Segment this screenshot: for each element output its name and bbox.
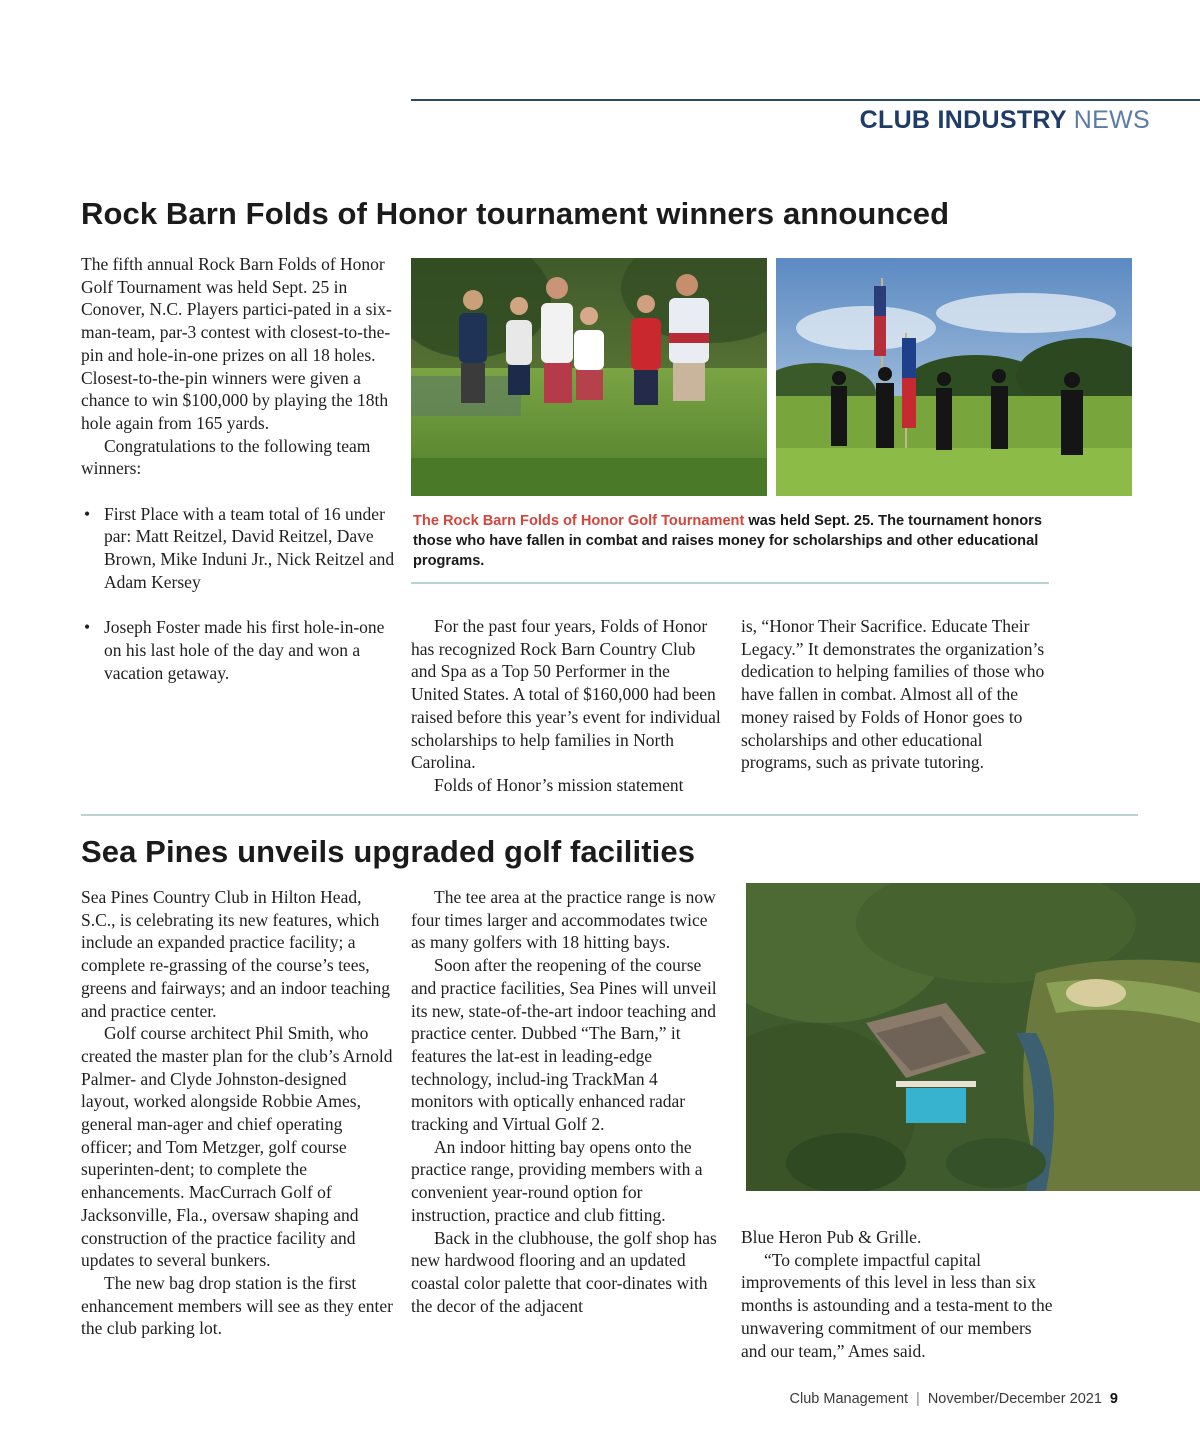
- article2-col3-para: “To complete impactful capital improvements of this level in less than six months is astounding and a testa-ment to the unwavering commitment of our members and our team,” Ames said.: [741, 1249, 1053, 1361]
- aerial-clubhouse-photo: [746, 883, 1200, 1191]
- article2-col3-para: Blue Heron Pub & Grille.: [741, 1227, 922, 1247]
- section-label-light: NEWS: [1073, 106, 1150, 134]
- color-guard-photo: [776, 258, 1132, 496]
- article2-headline: Sea Pines unveils upgraded golf facilities: [81, 834, 696, 869]
- article2-col1-para: The new bag drop station is the first enhancement members will see as they enter the club parking lot.: [81, 1272, 393, 1339]
- color-guard-photo-graphic: [776, 258, 1132, 496]
- photo-caption-text: was held Sept. 25. The tournament honors those who have fallen in combat and raises money for scholarships and other educational programs.: [413, 513, 1042, 569]
- page-number: 9: [1109, 1391, 1118, 1407]
- caption-rule: [411, 582, 1049, 584]
- article1-col3: [741, 615, 1053, 774]
- article1-col1-para: Congratulations to the following team winners:: [81, 435, 371, 479]
- footer-publication: Club Management: [789, 1391, 909, 1407]
- article1-col2: [411, 615, 721, 797]
- section-label: [860, 106, 1150, 135]
- article1-headline: Rock Barn Folds of Honor tournament winners announced: [81, 196, 950, 231]
- section-label-bold: CLUB INDUSTRY: [859, 106, 1067, 134]
- photo-caption-accent: The Rock Barn Folds of Honor Golf Tournament: [413, 513, 745, 529]
- article2-col3: [741, 1226, 1053, 1362]
- article1-col1: [81, 253, 396, 707]
- page-footer: [790, 1391, 1118, 1407]
- article-divider: [81, 814, 1138, 816]
- list-item: • First Place with a team total of 16 under par: Matt Reitzel, David Reitzel, Dave Brown, Mike Induni Jr., Nick Reitzel and Adam Kersey: [81, 503, 396, 594]
- list-item: • Joseph Foster made his first hole-in-one on his last hole of the day and won a vacation getaway.: [81, 616, 396, 684]
- article2-col2-para: Soon after the reopening of the course and practice facilities, Sea Pines will unveil its new, state-of-the-art indoor teaching and practice center. Dubbed “The Barn,” it features the lat-est in leading-edge technology, includ-ing TrackMan 4 monitors with optically enhanced radar tracking and Virtual Golf 2.: [411, 955, 717, 1135]
- article2-col2-para: An indoor hitting bay opens onto the practice range, providing members with a convenient year-round option for instruction, practice and club fitting.: [411, 1136, 703, 1225]
- article1-col2-para: Folds of Honor’s mission statement: [434, 774, 684, 795]
- photo-caption: [413, 511, 1053, 571]
- footer-issue: November/December 2021: [927, 1391, 1102, 1407]
- article2-col1-para: Sea Pines Country Club in Hilton Head, S.C., is celebrating its new features, which include an expanded practice facility; a complete re-grassing of the course’s tees, greens and fairways; and an indoor teaching and practice center.: [81, 887, 391, 1021]
- article2-col2-para: The tee area at the practice range is now four times larger and accommodates twice as many golfers with 18 hitting bays.: [411, 887, 716, 953]
- team-photo: [411, 258, 767, 496]
- aerial-clubhouse-photo-graphic: [746, 883, 1200, 1191]
- team-photo-graphic: [411, 258, 767, 496]
- article2-col2-para: Back in the clubhouse, the golf shop has new hardwood flooring and an updated coastal color palette that coor-dinates with the decor of the adjacent: [411, 1227, 717, 1316]
- header-rule: [411, 99, 1200, 101]
- article1-col2-para: For the past four years, Folds of Honor has recognized Rock Barn Country Club and Spa as a Top 50 Performer in the United States. A total of $160,000 had been raised before this year’s event for individual scholarships to help families in North Carolina.: [411, 616, 721, 773]
- article1-col1-para: The fifth annual Rock Barn Folds of Honor Golf Tournament was held Sept. 25 in Conover, N.C. Players partici-pated in a six-man-team, par-3 contest with closest-to-the-pin and hole-in-one prizes on all 18 holes. Closest-to-the-pin winners were given a chance to win $100,000 by playing the 18th hole again from 165 yards.: [81, 254, 392, 433]
- article2-col1: [81, 886, 393, 1340]
- article2-col2: [411, 886, 723, 1317]
- article1-col3-para: is, “Honor Their Sacrifice. Educate Their Legacy.” It demonstrates the organization’s dedication to helping families of those who have fallen in combat. Almost all of the money raised by Folds of Honor goes to scholarships and other educational programs, such as private tutoring.: [741, 616, 1045, 773]
- footer-separator: |: [916, 1391, 920, 1407]
- article2-col1-para: Golf course architect Phil Smith, who created the master plan for the club’s Arnold Palmer- and Clyde Johnston-designed layout, worked alongside Robbie Ames, general man-ager and chief operating officer; and Tom Metzger, golf course superinten-dent; to complete the enhancements. MacCurrach Golf of Jacksonville, Fla., oversaw shaping and construction of the practice facility and updates to several bunkers.: [81, 1023, 393, 1271]
- article1-winners-list: [81, 503, 396, 685]
